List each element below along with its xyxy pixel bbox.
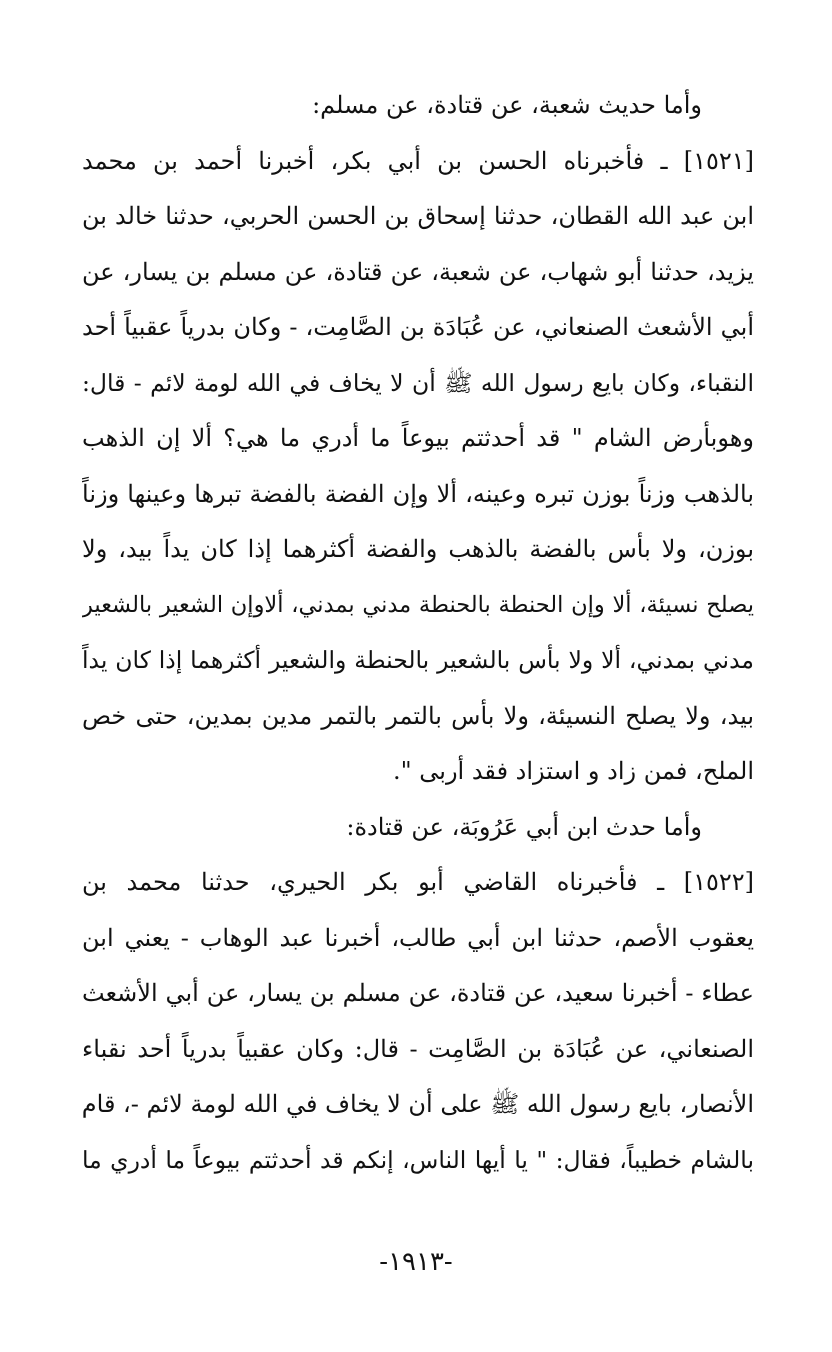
text-line: بالشام خطيباً، فقال: " يا أيها الناس، إنكم قد أحدثتم بيوعاً ما أدري ما xyxy=(82,1145,754,1174)
text-line: الملح، فمن زاد و استزاد فقد أربى ". xyxy=(392,757,754,785)
body-text xyxy=(82,78,754,1188)
text-line: عطاء - أخبرنا سعيد، عن قتادة، عن مسلم بن يسار، عن أبي الأشعث xyxy=(82,979,754,1007)
text-line: يصلح نسيئة، ألا وإن الحنطة بالحنطة مدني بمدني، ألاوإن الشعير بالشعير xyxy=(82,591,754,618)
text-line: الصنعاني، عن عُبَادَة بن الصَّامِت - قال: وكان عقبياً بدرياً أحد نقباء xyxy=(82,1034,754,1063)
section-heading: وأما حديث شعبة، عن قتادة، عن مسلم: xyxy=(312,91,702,119)
text-line: [١٥٢١] ـ فأخبرناه الحسن بن أبي بكر، أخبرنا أحمد بن محمد xyxy=(82,146,754,175)
page-number: -١٩١٣- xyxy=(379,1247,453,1277)
text-line: بيد، ولا يصلح النسيئة، ولا بأس بالتمر بالتمر مدين بمدين، حتى خص xyxy=(82,701,754,730)
text-line: يعقوب الأصم، حدثنا ابن أبي طالب، أخبرنا عبد الوهاب - يعني ابن xyxy=(82,923,754,952)
text-line: أبي الأشعث الصنعاني، عن عُبَادَة بن الصَّامِت، - وكان بدرياً عقبياً أحد xyxy=(82,313,754,341)
text-line: النقباء، وكان بايع رسول الله ﷺ أن لا يخاف في الله لومة لائم - قال: xyxy=(82,368,754,397)
text-line: بوزن، ولا بأس بالفضة بالذهب والفضة أكثرهما إذا كان يداً بيد، ولا xyxy=(82,535,754,563)
text-line: ابن عبد الله القطان، حدثنا إسحاق بن الحسن الحربي، حدثنا خالد بن xyxy=(82,202,754,230)
text-line: مدني بمدني، ألا ولا بأس بالشعير بالحنطة والشعير أكثرهما إذا كان يداً xyxy=(82,646,754,674)
text-line: [١٥٢٢] ـ فأخبرناه القاضي أبو بكر الحيري، حدثنا محمد بن xyxy=(82,868,754,896)
text-line: وهوبأرض الشام " قد أحدثتم بيوعاً ما أدري ما هي؟ ألا إن الذهب xyxy=(82,424,754,452)
text-line: يزيد، حدثنا أبو شهاب، عن شعبة، عن قتادة، عن مسلم بن يسار، عن xyxy=(82,257,754,286)
text-line: الأنصار، بايع رسول الله ﷺ على أن لا يخاف في الله لومة لائم -، قام xyxy=(82,1090,754,1118)
section-heading: وأما حدث ابن أبي عَرُوبَة، عن قتادة: xyxy=(346,812,702,841)
text-line: بالذهب وزناً بوزن تبره وعينه، ألا وإن الفضة بالفضة تبرها وعينها وزناً xyxy=(82,479,754,508)
